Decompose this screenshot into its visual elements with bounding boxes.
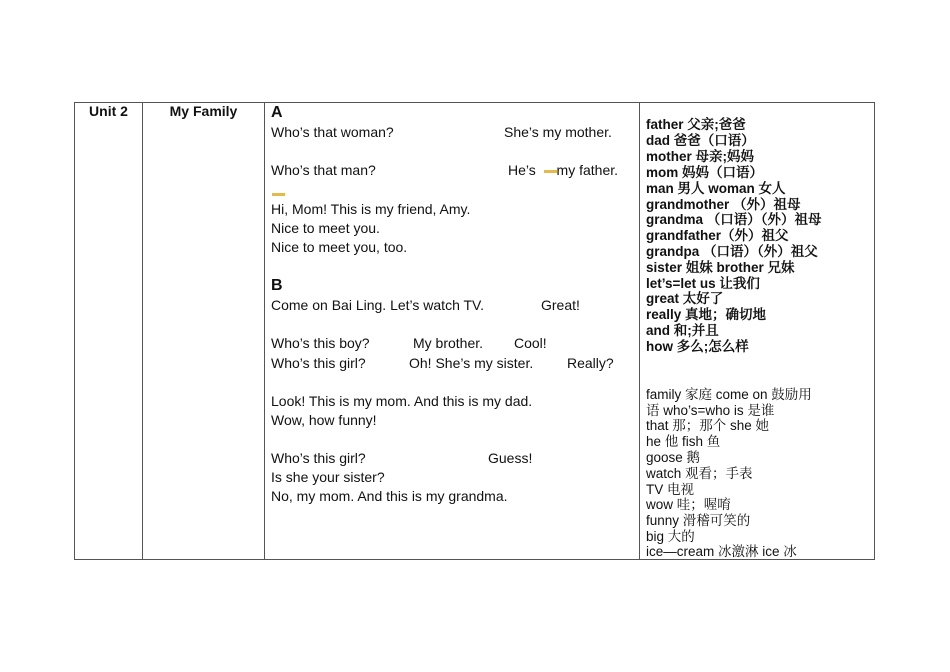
vocab-item: and 和;并且	[646, 323, 719, 338]
highlight-mark	[544, 170, 557, 173]
table-row	[75, 103, 875, 560]
dialog-line: No, my mom. And this is my grandma.	[271, 488, 508, 504]
vocab-item: that 那；那个 she 她	[646, 418, 770, 433]
answer-part: He’s	[508, 162, 536, 178]
dialog-line: Is she your sister?	[271, 469, 385, 485]
vocab-item: how 多么;怎么样	[646, 339, 749, 354]
section-a-heading: A	[271, 104, 283, 121]
vocab-item: sister 姐妹 brother 兄妹	[646, 260, 795, 275]
vocab-item: dad 爸爸（口语）	[646, 133, 755, 148]
vocab-item: funny 滑稽可笑的	[646, 513, 751, 528]
dialog-line	[271, 355, 614, 372]
unit-title: My Family	[169, 103, 238, 119]
vocab-item: family 家庭 come on 鼓励用	[646, 387, 812, 402]
dialog-line: Hi, Mom! This is my friend, Amy.	[271, 201, 471, 217]
dialog-reply: Really?	[567, 355, 614, 371]
dialog-line	[271, 162, 619, 179]
vocab-item: wow 哇；喔唷	[646, 497, 731, 512]
dialog-line	[271, 297, 580, 314]
dialog-question: Who’s that woman?	[271, 124, 394, 140]
vocab-item: man 男人 woman 女人	[646, 181, 786, 196]
dialog-question: Who’s that man?	[271, 162, 376, 178]
vocab-item: mom 妈妈（口语）	[646, 165, 764, 180]
vocab-item: big 大的	[646, 529, 695, 544]
highlight-mark	[272, 193, 285, 196]
dialog-cell	[265, 103, 640, 560]
dialog-line: Wow, how funny!	[271, 412, 377, 428]
dialog-line: Look! This is my mom. And this is my dad.	[271, 393, 533, 409]
vocab-item: he 他 fish 鱼	[646, 434, 721, 449]
vocab-item: father 父亲;爸爸	[646, 117, 746, 132]
section-b-heading: B	[271, 277, 283, 294]
dialog-question: Who’s this girl?	[271, 355, 366, 371]
vocab-item: grandma （口语）（外）祖母	[646, 212, 822, 227]
dialog-answer: Oh! She’s my sister.	[409, 355, 534, 371]
dialog-question: Who’s this girl?	[271, 450, 366, 466]
vocabulary-list	[640, 103, 874, 559]
vocab-item: mother 母亲;妈妈	[646, 149, 754, 164]
vocab-item: watch 观看；手表	[646, 466, 753, 481]
vocab-item: grandpa （口语）（外）祖父	[646, 244, 818, 259]
dialog-line: Nice to meet you.	[271, 220, 380, 236]
vocab-item: let’s=let us 让我们	[646, 276, 760, 291]
dialog-answer: My brother.	[413, 335, 484, 351]
title-cell	[143, 103, 265, 560]
dialog-question: Come on Bai Ling. Let’s watch TV.	[271, 297, 484, 313]
unit-label: Unit 2	[89, 103, 128, 119]
dialog-question: Who’s this boy?	[271, 335, 370, 351]
vocab-item: TV 电视	[646, 482, 695, 497]
vocab-item: grandfather（外）祖父	[646, 228, 789, 243]
vocab-item: great 太好了	[646, 291, 724, 306]
dialog-answer	[508, 162, 618, 179]
vocab-item: really 真地；确切地	[646, 307, 767, 322]
dialog-line	[271, 124, 612, 141]
dialog-answer: Guess!	[488, 450, 533, 466]
vocab-item: grandmother （外）祖母	[646, 197, 801, 212]
answer-part: my father.	[556, 162, 619, 178]
dialog-block	[265, 103, 639, 559]
vocab-item: ice—cream 冰激淋 ice 冰	[646, 544, 797, 559]
dialog-line	[271, 335, 547, 352]
unit-cell	[75, 103, 143, 560]
dialog-line: Nice to meet you, too.	[271, 239, 408, 255]
dialog-line	[271, 450, 533, 467]
vocabulary-cell	[640, 103, 875, 560]
unit-table	[74, 102, 875, 560]
dialog-reply: Cool!	[514, 335, 547, 351]
dialog-answer: Great!	[541, 297, 580, 313]
vocab-item: goose 鹅	[646, 450, 701, 465]
vocab-item: 语 who’s=who is 是谁	[646, 403, 775, 418]
dialog-answer: She’s my mother.	[504, 124, 612, 140]
